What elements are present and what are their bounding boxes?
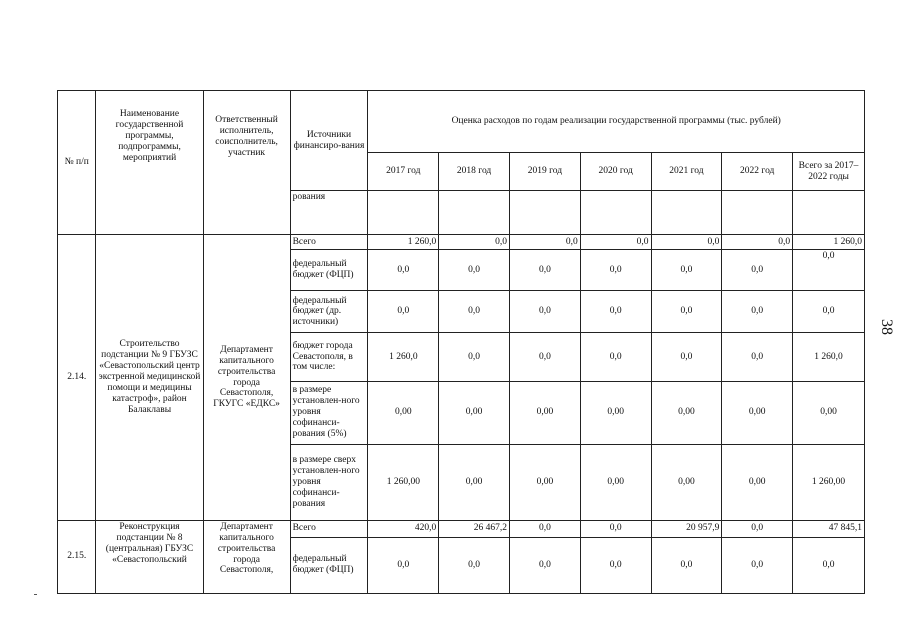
row-214-value: 0,0 bbox=[793, 250, 865, 291]
row-215-value: 0,0 bbox=[722, 537, 793, 593]
row-214-value: 0,00 bbox=[580, 381, 651, 444]
row-214-value: 0,0 bbox=[580, 333, 651, 381]
header-year-2017: 2017 год bbox=[368, 153, 439, 191]
row-214-source: бюджет города Севастополя, в том числе: bbox=[290, 333, 368, 381]
header-year-2020: 2020 год bbox=[580, 153, 651, 191]
row-214-value: 1 260,00 bbox=[793, 444, 865, 520]
header-sources: Источники финансиро-вания bbox=[290, 91, 368, 191]
header-total: Всего за 2017–2022 годы bbox=[793, 153, 865, 191]
row-214-value: 0,0 bbox=[651, 250, 722, 291]
row-214-value: 0,0 bbox=[509, 250, 580, 291]
row-214-value: 0,0 bbox=[580, 250, 651, 291]
row-214-value: 0,0 bbox=[368, 250, 439, 291]
header-responsible: Ответственный исполнитель, соисполнитель, участник bbox=[203, 91, 290, 235]
header-year-2018: 2018 год bbox=[439, 153, 510, 191]
continuation-source: рования bbox=[290, 191, 368, 235]
row-214-value: 1 260,0 bbox=[793, 235, 865, 250]
row-215-value: 0,0 bbox=[580, 520, 651, 537]
row-215-value: 0,0 bbox=[793, 537, 865, 593]
row-214-value: 0,00 bbox=[439, 444, 510, 520]
row-215-responsible: Департамент капитального строительства города Севастополя, bbox=[203, 520, 290, 593]
row-214-value: 0,0 bbox=[509, 235, 580, 250]
row-214-value: 0,0 bbox=[439, 291, 510, 333]
row-215-name: Реконструкция подстанции № 8 (центральная) ГБУЗС «Севастопольский bbox=[96, 520, 203, 593]
row-214-value: 0,0 bbox=[722, 333, 793, 381]
header-name: Наименование государственной программы, подпрограммы, мероприятий bbox=[96, 91, 203, 235]
row-215-value: 0,0 bbox=[651, 537, 722, 593]
row-215-value: 47 845,1 bbox=[793, 520, 865, 537]
row-215-value: 0,0 bbox=[722, 520, 793, 537]
header-year-2021: 2021 год bbox=[651, 153, 722, 191]
row-214-value: 0,00 bbox=[580, 444, 651, 520]
row-214-value: 0,0 bbox=[509, 291, 580, 333]
row-215-value: 26 467,2 bbox=[439, 520, 510, 537]
row-214-value: 0,00 bbox=[509, 444, 580, 520]
row-214-responsible: Департамент капитального строительства города Севастополя, ГКУГС «ЕДКС» bbox=[203, 235, 290, 521]
row-214-value: 0,0 bbox=[439, 333, 510, 381]
scan-speck bbox=[34, 594, 37, 595]
row-214-value: 0,0 bbox=[651, 235, 722, 250]
header-year-2019: 2019 год bbox=[509, 153, 580, 191]
row-214-source: в размере установлен-ного уровня софинанси-рования (5%) bbox=[290, 381, 368, 444]
row-214-value: 1 260,0 bbox=[793, 333, 865, 381]
row-214-value: 0,00 bbox=[793, 381, 865, 444]
row-214-value: 1 260,0 bbox=[368, 333, 439, 381]
row-215-num: 2.15. bbox=[58, 520, 96, 593]
row-215-source: федеральный бюджет (ФЦП) bbox=[290, 537, 368, 593]
row-214-source: федеральный бюджет (др. источники) bbox=[290, 291, 368, 333]
row-214-source: Всего bbox=[290, 235, 368, 250]
row-214-value: 0,00 bbox=[722, 381, 793, 444]
row-214-name: Строительство подстанции № 9 ГБУЗС «Севастопольский центр экстренной медицинской помощи и медицины катастроф», район Балаклавы bbox=[96, 235, 203, 521]
row-214-value: 0,0 bbox=[580, 291, 651, 333]
page-number: 38 bbox=[878, 319, 895, 335]
budget-table bbox=[57, 90, 865, 594]
row-215-value: 0,0 bbox=[439, 537, 510, 593]
row-214-value: 0,00 bbox=[651, 381, 722, 444]
row-214-num: 2.14. bbox=[58, 235, 96, 521]
row-214-value: 0,00 bbox=[509, 381, 580, 444]
header-num: № п/п bbox=[58, 91, 96, 235]
row-214-value: 0,00 bbox=[651, 444, 722, 520]
row-214-value: 0,00 bbox=[722, 444, 793, 520]
row-214-source: федеральный бюджет (ФЦП) bbox=[290, 250, 368, 291]
row-214-value: 0,0 bbox=[439, 250, 510, 291]
row-214-value: 0,00 bbox=[368, 381, 439, 444]
row-214-source: в размере сверх установлен-ного уровня софинанси-рования bbox=[290, 444, 368, 520]
header-year-2022: 2022 год bbox=[722, 153, 793, 191]
row-214-value: 0,0 bbox=[368, 291, 439, 333]
row-214-value: 0,0 bbox=[509, 333, 580, 381]
row-214-value: 0,00 bbox=[439, 381, 510, 444]
row-214-value: 0,0 bbox=[439, 235, 510, 250]
row-215-value: 20 957,9 bbox=[651, 520, 722, 537]
row-215-value: 0,0 bbox=[509, 520, 580, 537]
row-214-value: 0,0 bbox=[722, 235, 793, 250]
row-214-value: 1 260,00 bbox=[368, 444, 439, 520]
row-215-source: Всего bbox=[290, 520, 368, 537]
row-215-value: 420,0 bbox=[368, 520, 439, 537]
row-215-value: 0,0 bbox=[580, 537, 651, 593]
row-214-value: 0,0 bbox=[651, 291, 722, 333]
row-214-value: 0,0 bbox=[580, 235, 651, 250]
row-215-value: 0,0 bbox=[509, 537, 580, 593]
row-214-value: 0,0 bbox=[651, 333, 722, 381]
row-214-value: 1 260,0 bbox=[368, 235, 439, 250]
row-214-value: 0,0 bbox=[722, 250, 793, 291]
row-214-value: 0,0 bbox=[793, 291, 865, 333]
row-214-value: 0,0 bbox=[722, 291, 793, 333]
row-215-value: 0,0 bbox=[368, 537, 439, 593]
header-estimate: Оценка расходов по годам реализации государственной программы (тыс. рублей) bbox=[368, 91, 865, 153]
